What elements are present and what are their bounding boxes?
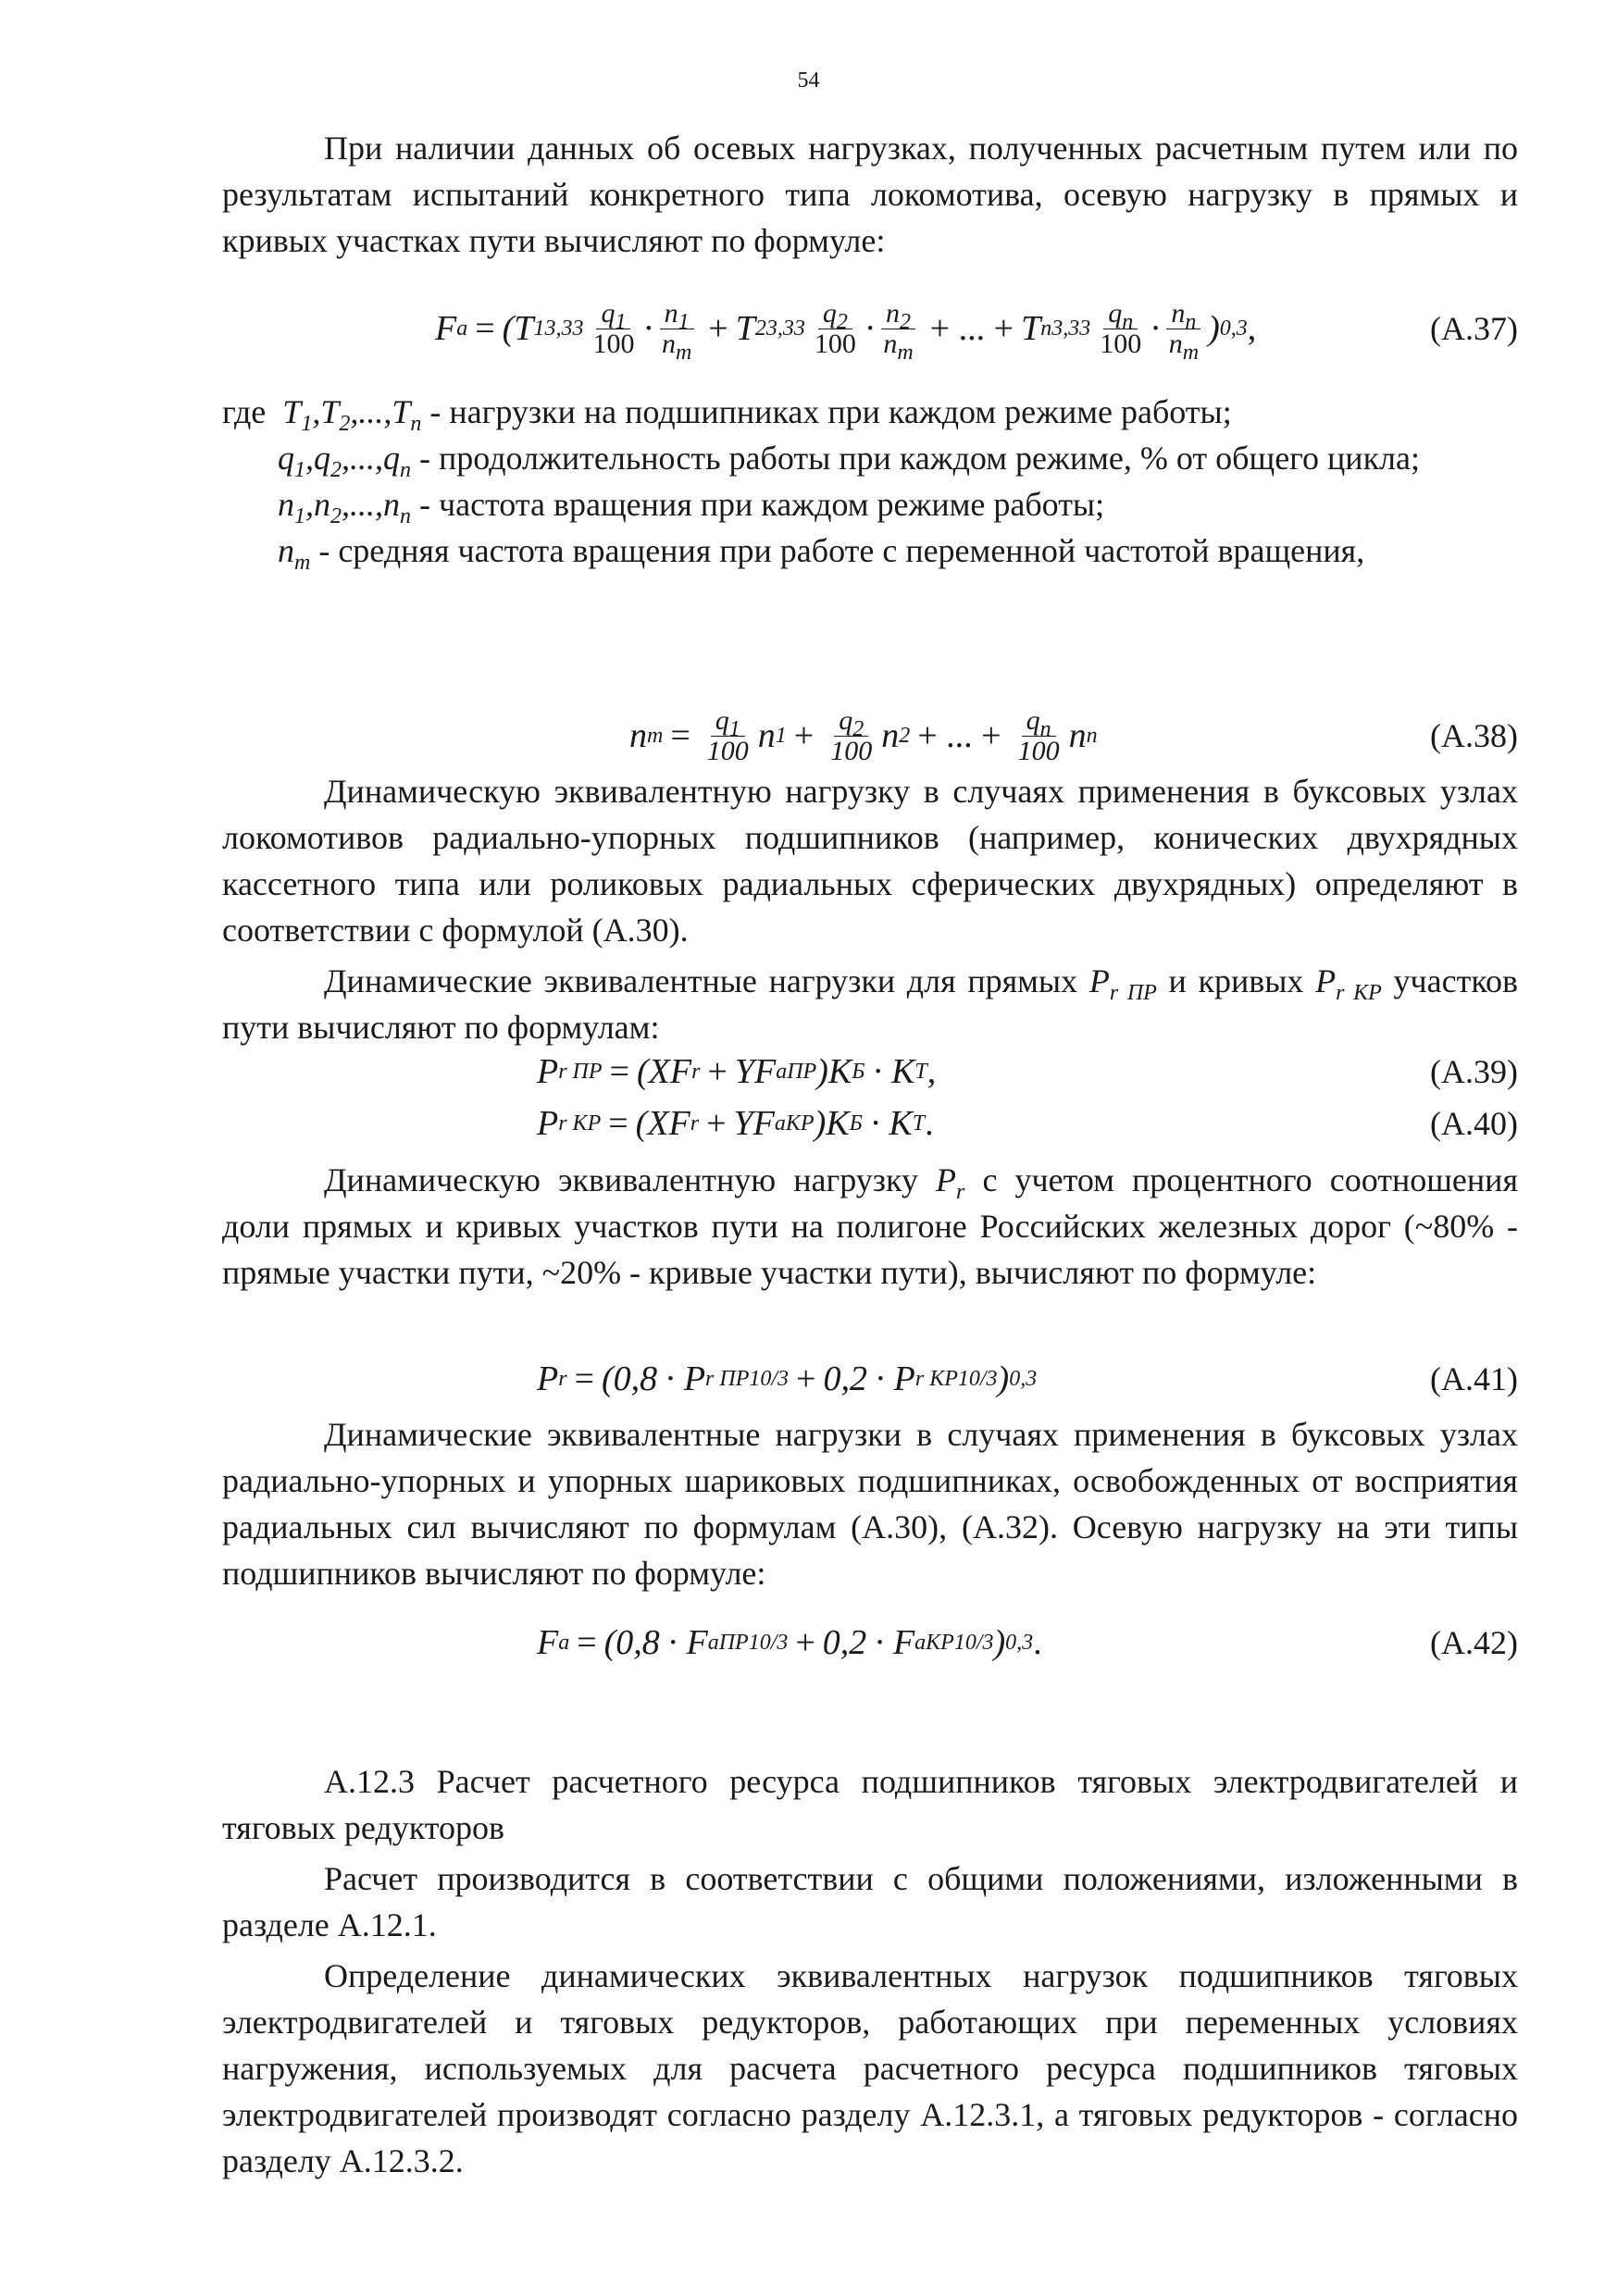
definition-text: - нагрузки на подшипниках при каждом режиме работы; xyxy=(421,393,1232,430)
page-number: 54 xyxy=(797,68,820,93)
text-run: Динамическую эквивалентную нагрузку xyxy=(324,1161,937,1198)
paragraph-text: Динамическую эквивалентную нагрузку в случаях применения в буксовых узлах локомотивов радиально-упорных подшипников (например, конических двухрядных кассетного типа или роликовых радиальных сферических двухрядных) определяют в соответствии с формулой (А.30). xyxy=(222,773,1518,949)
paragraph-intro xyxy=(222,125,1518,264)
paragraph-dynamic-loads xyxy=(222,958,1518,1050)
text-run: участков пути вычисляют по формулам: xyxy=(222,962,1518,1046)
definition-label: где xyxy=(222,393,267,430)
paragraph-text: Динамические эквивалентные нагрузки в случаях применения в буксовых узлах радиально-упорных и упорных шариковых подшипниках, освобожденных от восприятия радиальных сил вычисляют по формулам (А.30), (А.32). Осевую нагрузку на эти типы подшипников вычисляют по формуле: xyxy=(222,1416,1518,1592)
definition-t xyxy=(222,389,1518,435)
paragraph-determination xyxy=(222,1953,1518,2184)
definitions xyxy=(222,389,1518,574)
definition-nm xyxy=(222,527,1518,574)
text-run: Динамические эквивалентные нагрузки для прямых xyxy=(324,962,1089,999)
symbol-nm: $n_m$ xyxy=(278,532,311,576)
definition-n xyxy=(222,481,1518,527)
paragraph-text xyxy=(222,958,1518,1050)
definition-q xyxy=(222,435,1518,481)
paragraph-equivalent xyxy=(222,1157,1518,1296)
formula-a39 xyxy=(222,1046,1518,1098)
symbol-pr: $P_r$ xyxy=(936,1161,965,1205)
formula-label: (А.38) xyxy=(1430,717,1518,754)
section-a-12-3 xyxy=(222,1758,1518,1851)
formula-a38-body: n m = $\frac{q_1}{100}$ n 1 + $\frac{q_2}{100}$ n 2 + ... + $\frac{q_n}{100}$ n n xyxy=(629,704,1098,766)
symbol-pr-pr: $P_{r ПР}$ xyxy=(1088,962,1157,1006)
definition-text: - средняя частота вращения при работе с переменной частотой вращения, xyxy=(310,532,1365,569)
section-heading: А.12.3 Расчет расчетного ресурса подшипников тяговых электродвигателей и тяговых редукторов xyxy=(222,1763,1518,1846)
formula-label: (А.37) xyxy=(1430,310,1518,347)
formula-label: (А.41) xyxy=(1430,1360,1518,1397)
paragraph-text: При наличии данных об осевых нагрузках, полученных расчетным путем или по результатам испытаний конкретного типа локомотива, осевую нагрузку в прямых и кривых участках пути вычисляют по формуле: xyxy=(222,130,1518,259)
formula-a42 xyxy=(222,1606,1518,1680)
paragraph-radial xyxy=(222,768,1518,953)
formula-a40 xyxy=(222,1098,1518,1149)
formula-a39-body: P r ПР = (XF r + YF aПР )K Б · K T , xyxy=(537,1052,937,1091)
formula-a41 xyxy=(222,1347,1518,1411)
formula-label: (А.42) xyxy=(1430,1624,1518,1661)
formula-label: (А.40) xyxy=(1430,1105,1518,1142)
formula-a40-body: P r KP = (XF r + YF aKP )K Б · K T . xyxy=(537,1104,934,1143)
formula-a37-body: F a = (T 1 3,33 $\frac{q_1}{100}$ · $\frac{n_1}{n_m}$ + T 2 3,33 $\frac{q_2}{100}$ · $\frac{n_2}{n_m}$ + ... + T n 3,33 $\frac{q_n}{100}$ · $\frac{n_n}{n_m}$ ) 0,3 , xyxy=(435,297,1257,365)
formula-a37 xyxy=(222,278,1518,379)
paragraph-text: Расчет производится в соответствии с общими положениями, изложенными в разделе А.12.1. xyxy=(222,1860,1518,1943)
definition-text: - частота вращения при каждом режиме работы; xyxy=(411,486,1105,523)
paragraph-text: Определение динамических эквивалентных нагрузок подшипников тяговых электродвигателей и тяговых редукторов, работающих при переменных условиях нагружения, используемых для расчета расчетного ресурса подшипников тяговых электродвигателей производят согласно разделу А.12.3.1, а тяговых редукторов - согласно разделу А.12.3.2. xyxy=(222,1957,1518,2179)
formula-a41-body: P r = (0,8 · P r ПР 10/3 + 0,2 · P r KP 10/3 ) 0,3 xyxy=(537,1359,1038,1398)
definition-text: - продолжительность работы при каждом режиме, % от общего цикла; xyxy=(411,440,1421,477)
paragraph-general xyxy=(222,1855,1518,1948)
formula-label: (А.39) xyxy=(1430,1053,1518,1090)
formula-a42-body: F a = (0,8 · F aПР 10/3 + 0,2 · F aKP 10/3 ) 0,3 . xyxy=(537,1623,1042,1662)
symbol-q: $q_1,q_2,...,q_n$ xyxy=(278,440,411,483)
text-run: и кривых xyxy=(1156,962,1316,999)
symbol-n: $n_1,n_2,...,n_n$ xyxy=(278,486,411,529)
paragraph-text xyxy=(222,1157,1518,1296)
paragraph-ball-bearings xyxy=(222,1411,1518,1596)
symbol-t: $T_1,T_2,...,T_n$ xyxy=(274,393,422,437)
symbol-pr-kr: $P_{r KP}$ xyxy=(1315,962,1382,1006)
text-run: с учетом процентного соотношения доли прямых и кривых участков пути на полигоне Российских железных дорог (~80% - прямые участки пути, ~20% - кривые участки пути), вычисляют по формуле: xyxy=(222,1161,1519,1291)
